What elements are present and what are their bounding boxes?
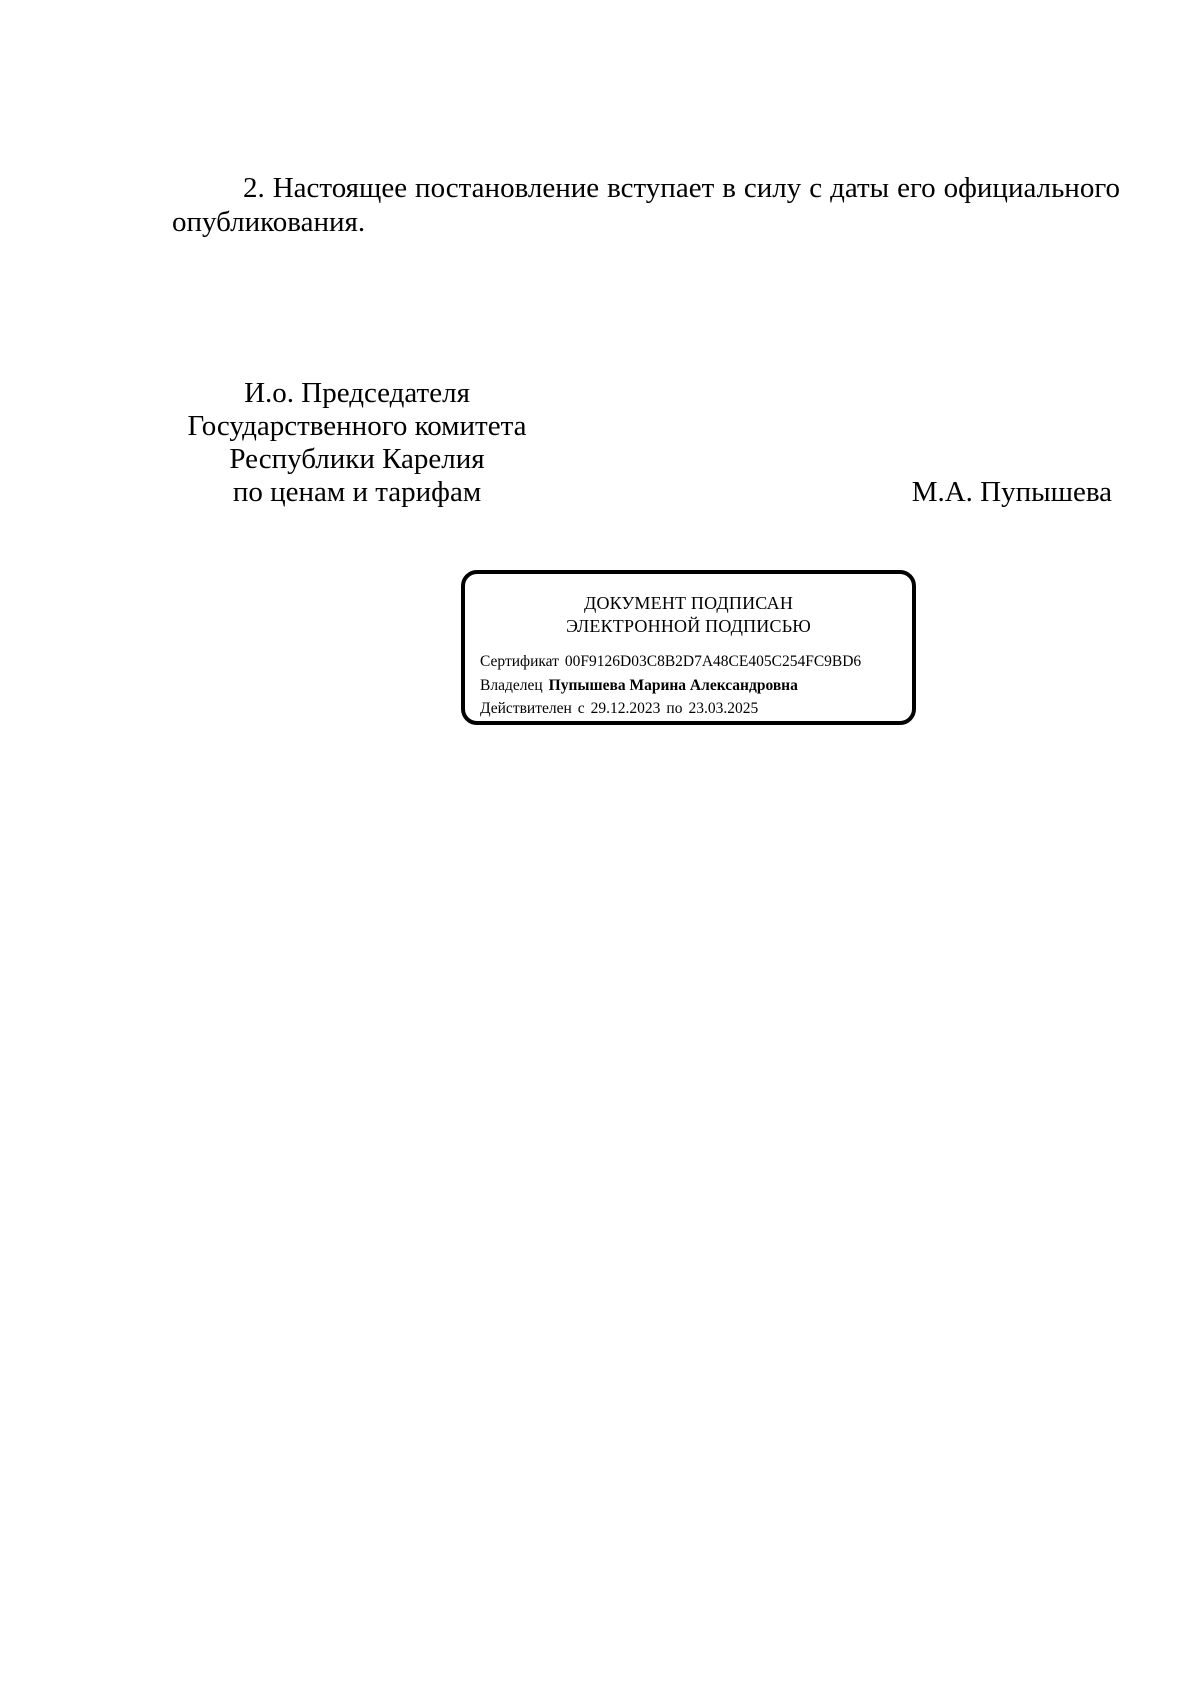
position-line-3: Республики Карелия: [229, 443, 485, 475]
stamp-title-line-1: ДОКУМЕНТ ПОДПИСАН: [583, 593, 794, 613]
certificate-label: Сертификат: [480, 653, 559, 670]
signatory-position: [180, 377, 534, 509]
valid-label: Действителен: [480, 700, 572, 717]
position-line-4: по ценам и тарифам: [232, 476, 482, 508]
signer-name: М.А. Пупышева: [911, 476, 1112, 508]
stamp-title: [465, 592, 912, 638]
electronic-signature-stamp: [461, 570, 916, 725]
position-line-2: Государственного комитета: [187, 410, 527, 442]
body-paragraph: [172, 171, 1120, 239]
owner-label: Владелец: [480, 676, 543, 694]
position-line-1: И.о. Председателя: [244, 377, 470, 409]
validity-line: [480, 697, 910, 721]
certificate-value: 00F9126D03C8B2D7A48CE405C254FC9BD6: [564, 653, 862, 670]
stamp-details: [480, 650, 910, 721]
valid-from-label: с: [577, 700, 585, 717]
owner-value: Пупышева Марина Александровна: [548, 676, 798, 694]
paragraph-text: 2. Настоящее постановление вступает в силу с даты его официального опубликования.: [172, 172, 1120, 238]
owner-line: [480, 674, 910, 698]
valid-to-label: по: [666, 700, 683, 717]
stamp-title-line-2: ЭЛЕКТРОННОЙ ПОДПИСЬЮ: [566, 616, 811, 636]
valid-to-date: 23.03.2025: [688, 700, 759, 717]
certificate-line: [480, 650, 910, 674]
valid-from-date: 29.12.2023: [590, 700, 661, 717]
